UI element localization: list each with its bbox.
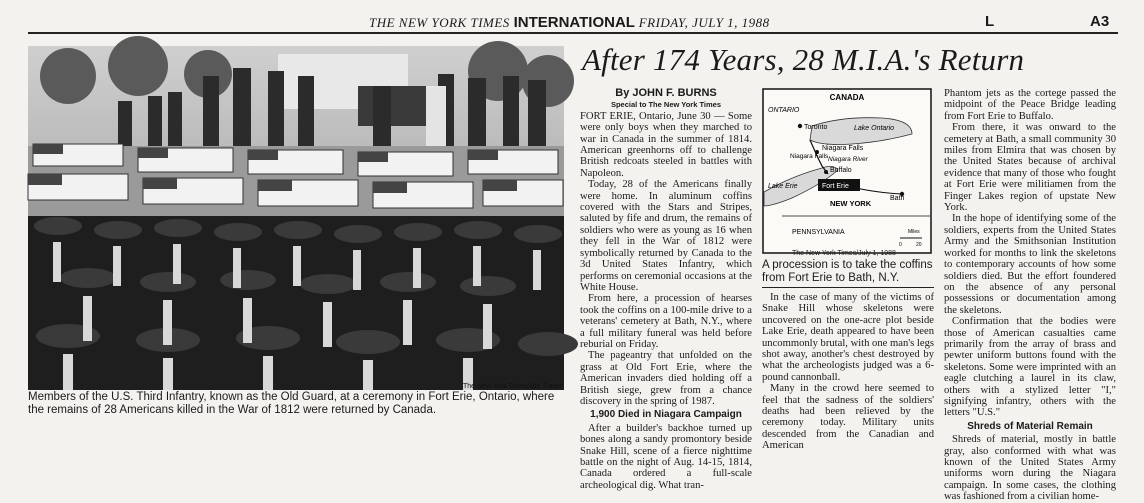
news-photo [28, 46, 564, 390]
paragraph: The pageantry that unfolded on the grass at Old Fort Erie, where the American invaders died holding off a British siege, grew from a chance discovery in the spring of 1987. [580, 350, 752, 407]
article-headline: After 174 Years, 28 M.I.A.'s Return [582, 42, 1025, 77]
column-letter: L [985, 13, 995, 30]
map-label-toronto: Toronto [804, 124, 828, 131]
map-label-niagara-falls-can: Niagara Falls [790, 153, 829, 160]
paragraph: Today, 28 of the Americans finally were home. In aluminum coffins covered with the Stars and Stripes, saluted by fife and drum, the remains of soldiers who were as young as 16 when they fell in the War of 1812 were symbolically returned by Canada to the 3d United States Infantry, which performs on ceremonial occasions at the White House. [580, 179, 752, 293]
issue-date: FRIDAY, JULY 1, 1988 [638, 15, 770, 30]
photo-credit: The New York Times/Joe Traver [463, 383, 563, 390]
map-label-new-york: NEW YORK [830, 199, 872, 208]
map-scale-zero: 0 [899, 242, 902, 248]
map-label-niagara-falls-us: Niagara Falls [822, 145, 864, 152]
map-label-bath: Bath [890, 195, 905, 202]
paragraph: In the hope of identifying some of the soldiers, experts from the United States Army and the Smithsonian Institution worked for months to link the skeletons to contemporary accounts of how some soldiers died. But the effort foundered on the absence of any personal possessions or documentation among the skeletons. [944, 213, 1116, 316]
map-scale-twenty: 20 [916, 242, 922, 248]
header-rule [28, 32, 1118, 34]
paragraph: Phantom jets as the cortege passed the midpoint of the Peace Bridge leading from Fort Erie to Buffalo. [944, 88, 1116, 122]
paragraph: Confirmation that the bodies were those of American casualties came primarily from the array of brass and pewter uniform buttons found with the skeletons. Some were imprinted with an eagle clutching a laurel in its claw, others with a stylized letter "I," signifying infantry, others with the letters "U.S." [944, 316, 1116, 419]
ceremony-photo-illustration [28, 46, 564, 390]
paragraph: From here, a procession of hearses took the coffins on a 100-mile drive to a veterans' cemetery at Bath, N.Y., where a full military funeral was held before reburial on Friday. [580, 293, 752, 350]
map-label-pennsylvania: PENNSYLVANIA [792, 229, 845, 236]
map-illustration [762, 88, 932, 254]
paper-name: THE NEW YORK TIMES [369, 15, 510, 30]
paragraph: From there, it was onward to the cemetery at Bath, a small community 30 miles from Elmira that was chosen by the United States because of archival evidence that many of those who fought at Fort Erie were militiamen from the Finger Lakes region of upstate New York. [944, 122, 1116, 214]
special-credit: Special to The New York Times [610, 100, 722, 110]
masthead-line [369, 14, 770, 31]
byline: By JOHN F. BURNS [615, 87, 717, 99]
photo-caption: Members of the U.S. Third Infantry, known as the Old Guard, at a ceremony in Fort Erie, Ontario, where the remains of 28 Americans killed in the War of 1812 were returned by Canada. [28, 391, 555, 416]
paragraph: Shreds of material, mostly in battle gray, also conformed with what was known of the United States Army uniforms worn during the Niagara campaign. In some cases, the clothing was fashioned from a civilian home- [944, 434, 1116, 503]
paragraph: Many in the crowd here seemed to feel that the sadness of the soldiers' deaths had been relieved by the ceremony today. Military units descended from the Canadian and American [762, 383, 934, 452]
article-column-2 [762, 292, 934, 452]
map-credit: The New York Times/July 1, 1988 [792, 250, 896, 257]
paragraph: After a builder's backhoe turned up bones along a sandy promontory beside Snake Hill, scene of a fierce nighttime battle on the night of Aug. 14-15, 1814, Canada ordered a full-scale archeological dig. What tran- [580, 422, 752, 491]
map-scale-label: Miles [908, 229, 920, 235]
running-head [0, 14, 1144, 34]
map-rule [762, 287, 934, 288]
map-label-niagara-river: Niagara River [828, 156, 868, 163]
subhead: 1,900 Died in Niagara Campaign [590, 409, 742, 421]
article-column-3 [944, 88, 1116, 503]
map-label-buffalo: Buffalo [830, 167, 852, 174]
map-label-lake-erie: Lake Erie [768, 183, 798, 190]
map-label-ontario: ONTARIO [768, 107, 800, 114]
locator-map [762, 88, 932, 254]
article-column-1 [580, 87, 752, 491]
section-name: INTERNATIONAL [513, 14, 635, 31]
paragraph: In the case of many of the victims of Snake Hill whose skeletons were uncovered on the one-acre plot beside Lake Erie, death appeared to have been uncommonly brutal, with one man's legs shot away, another's chest destroyed by what the archeologists judged was a 6-pound cannonball. [762, 292, 934, 383]
map-label-lake-ontario: Lake Ontario [854, 125, 895, 132]
subhead: Shreds of Material Remain [967, 420, 1093, 432]
page-number: A3 [1090, 13, 1110, 30]
paragraph: FORT ERIE, Ontario, June 30 — Some were only boys when they marched to war in Canada in the summer of 1814. American greenhorns off to challenge British redcoats steeled in battles with Napoleon. [580, 110, 752, 179]
map-label-canada: CANADA [829, 93, 865, 102]
map-label-fort-erie: Fort Erie [822, 183, 849, 190]
map-caption: A procession is to take the coffins from Fort Erie to Bath, N.Y. [762, 259, 933, 284]
